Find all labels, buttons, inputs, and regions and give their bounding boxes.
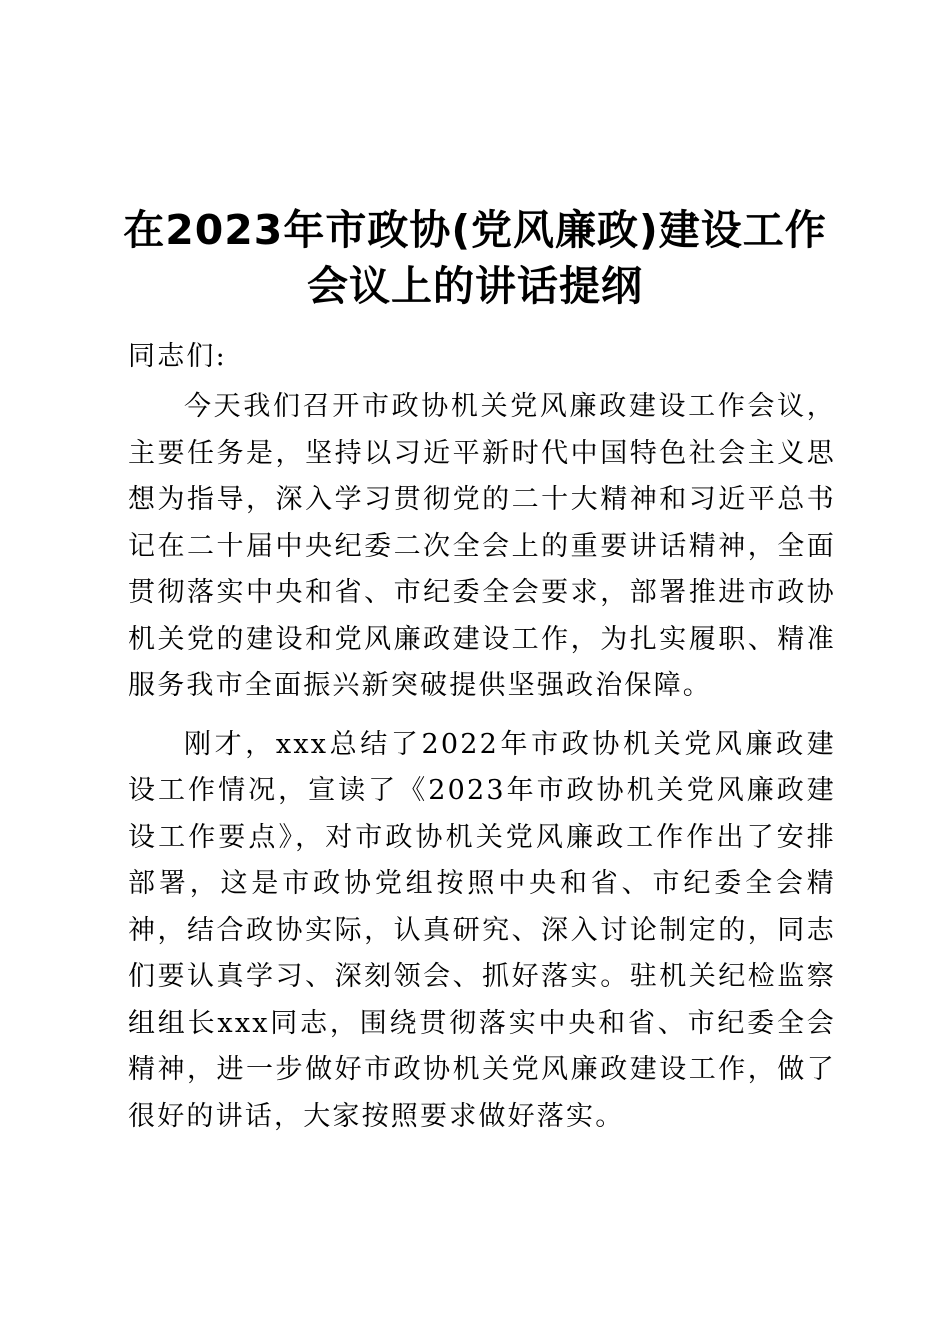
paragraph-1: 今天我们召开市政协机关党风廉政建设工作会议，主要任务是，坚持以习近平新时代中国特色社会主义思想为指导，深入学习贯彻党的二十大精神和习近平总书记在二十届中央纪委二次全会上的重要讲话精神，全面贯彻落实中央和省、市纪委全会要求，部署推进市政协机关党的建设和党风廉政建设工作，为扎实履职、精准服务我市全面振兴新突破提供坚强政治保障。 — [128, 391, 836, 701]
document-body — [128, 334, 836, 1152]
document-title — [100, 202, 850, 314]
title-line-2: 会议上的讲话提纲 — [307, 262, 643, 310]
salutation: 同志们: — [128, 341, 227, 372]
paragraph-2: 刚才，xxx总结了2022年市政协机关党风廉政建设工作情况，宣读了《2023年市政协机关党风廉政建设工作要点》，对市政协机关党风廉政工作作出了安排部署，这是市政协党组按照中央和省、市纪委全会精神，结合政协实际，认真研究、深入讨论制定的，同志们要认真学习、深刻领会、抓好落实。驻机关纪检监察组组长xxx同志，围绕贯彻落实中央和省、市纪委全会精神，进一步做好市政协机关党风廉政建设工作，做了很好的讲话，大家按照要求做好落实。 — [128, 728, 836, 1132]
title-line-1: 在2023年市政协(党风廉政)建设工作 — [123, 206, 827, 254]
